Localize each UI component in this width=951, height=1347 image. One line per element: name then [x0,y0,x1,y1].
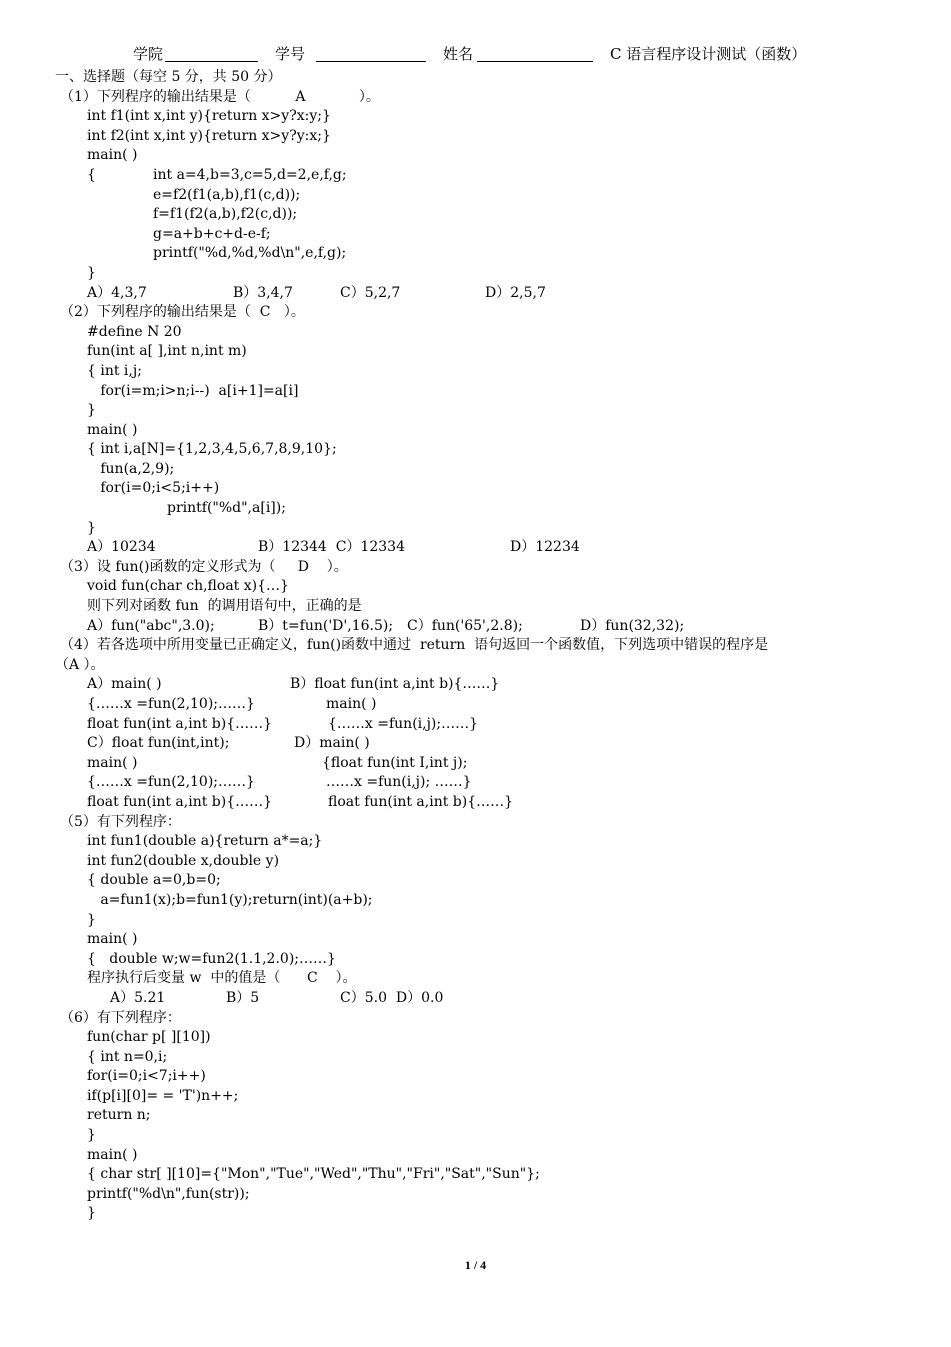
text-segment: a=fun1(x);b=fun1(y);return(int)(a+b); [87,891,373,908]
page-number: 1 / 4 [464,1258,487,1272]
text-segment: {float fun(int I,int j); [322,754,468,771]
text-segment: {……x =fun(2,10);……} [87,696,255,712]
text-segment: A）4,3,7 [87,284,147,301]
text-segment: int f2(int x,int y){return x>y?y:x;} [87,127,331,144]
text-segment: } [87,911,96,928]
text-segment: if(p[i][0]= = 'T')n++; [87,1087,239,1104]
text-segment: printf("%d,%d,%d\n",e,f,g); [153,245,347,262]
text-segment: C）float fun(int,int); [87,735,230,752]
text-line [0,597,951,617]
text-line [0,205,951,225]
text-segment: for(i=0;i<7;i++) [87,1068,206,1085]
text-segment: （6）有下列程序： [60,1009,181,1026]
text-line [0,754,951,774]
text-segment: D）12234 [510,539,580,556]
text-segment: } [87,1205,96,1222]
text-segment: float fun(int a,int b){……} [328,793,514,810]
text-line [0,1067,951,1087]
name-label: 姓名 [443,45,474,63]
text-segment: int f1(int x,int y){return x>y?x:y;} [87,108,331,125]
text-segment: （1）下列程序的输出结果是（ A ）。 [60,88,380,105]
text-segment: int a=4,b=3,c=5,d=2,e,f,g; [153,166,347,183]
text-segment: g=a+b+c+d-e-f; [153,225,271,242]
text-line [0,1087,951,1107]
text-segment: fun(a,2,9); [87,460,175,477]
text-line [0,773,951,793]
text-line [0,911,951,931]
text-line [0,146,951,166]
text-segment: main( ) [87,421,138,438]
student-id-label: 学号 [275,45,306,63]
text-line [0,675,951,695]
text-line [0,950,951,970]
text-segment: C）5.0 D）0.0 [340,989,444,1006]
college-label: 学院 [133,45,164,63]
text-line [0,715,951,735]
text-line [0,930,951,950]
text-segment: #define N 20 [87,323,182,340]
text-line [0,813,951,833]
text-line [0,577,951,597]
text-line [0,734,951,754]
text-line [0,1185,951,1205]
text-line [0,636,951,656]
text-segment: （4）若各选项中所用变量已正确定义，fun()函数中通过 return 语句返回一个函数值，下列选项中错误的程序是 [60,637,769,654]
name-blank [477,61,593,62]
text-segment: 程序执行后变量 w 中的值是（ C ）。 [87,970,357,987]
text-line [0,832,951,852]
text-segment: 一、选择题（每空 5 分，共 50 分） [55,69,282,85]
text-segment: float fun(int a,int b){……} [87,715,273,732]
text-line [0,68,951,88]
text-line [0,244,951,264]
text-line [0,303,951,323]
student-id-blank [316,61,426,62]
text-segment: main( ) [326,696,377,712]
text-segment: for(i=m;i>n;i--) a[i+1]=a[i] [87,382,299,399]
text-line [0,186,951,206]
text-line [0,989,951,1009]
text-segment: } [87,1127,96,1144]
text-line [0,225,951,245]
text-segment: C）5,2,7 [340,284,401,301]
text-segment: return n; [87,1107,151,1124]
text-line [0,1028,951,1048]
text-segment: C）fun('65',2.8); [407,617,523,634]
text-segment: { int n=0,i; [87,1048,168,1065]
text-line [0,852,951,872]
text-segment: } [87,519,96,536]
text-line [0,871,951,891]
text-segment: ……x =fun(i,j); ……} [326,774,472,791]
text-segment: B）12344 C）12334 [258,539,405,556]
text-segment: （3）设 fun()函数的定义形式为（ D ）。 [60,558,348,575]
text-segment: int fun2(double x,double y) [87,852,280,869]
text-line [0,695,951,715]
text-line [0,88,951,108]
text-segment: { int i,j; [87,362,142,379]
text-segment: A）10234 [87,539,156,556]
text-line [0,1048,951,1068]
text-line [0,264,951,284]
text-segment: {……x =fun(i,j);……} [328,715,479,732]
text-line [0,891,951,911]
text-line [0,342,951,362]
text-segment: 则下列对函数 fun 的调用语句中，正确的是 [87,598,362,615]
text-line [0,538,951,558]
text-segment: B）5 [226,989,260,1006]
text-segment: （A ）。 [55,656,105,673]
text-line [0,460,951,480]
exam-header [0,45,951,67]
text-line [0,617,951,637]
text-line [0,479,951,499]
text-line [0,969,951,989]
text-segment: B）float fun(int a,int b){……} [290,676,500,693]
text-segment: { double w;w=fun2(1.1,2.0);……} [87,950,336,967]
question-content [0,68,951,1224]
text-line [0,499,951,519]
text-segment: A）5.21 [110,989,166,1006]
text-segment: main( ) [87,147,138,164]
text-segment: printf("%d\n",fun(str)); [87,1185,250,1202]
text-line [0,440,951,460]
text-line [0,323,951,343]
text-segment: D）fun(32,32); [580,617,685,634]
text-line [0,793,951,813]
text-line [0,558,951,578]
text-line [0,1009,951,1029]
text-line [0,166,951,186]
text-line [0,107,951,127]
text-segment: float fun(int a,int b){……} [87,793,273,810]
text-segment: { int i,a[N]={1,2,3,4,5,6,7,8,9,10}; [87,441,337,458]
text-segment: （2）下列程序的输出结果是（ C ）。 [60,304,305,321]
text-segment: fun(int a[ ],int n,int m) [87,343,247,360]
text-segment: } [87,402,96,419]
text-line [0,1106,951,1126]
text-segment: f=f1(f2(a,b),f2(c,d)); [153,206,298,223]
text-segment: B）3,4,7 [233,284,293,301]
text-line [0,1204,951,1224]
text-segment: } [87,264,96,281]
text-line [0,1126,951,1146]
text-segment: B）t=fun('D',16.5); [258,617,394,634]
text-segment: printf("%d",a[i]); [167,500,286,517]
text-segment: A）fun("abc",3.0); [87,617,215,634]
text-segment: main( ) [87,754,138,771]
text-segment: int fun1(double a){return a*=a;} [87,833,323,850]
text-line [0,401,951,421]
text-segment: void fun(char ch,float x){…} [87,578,289,595]
text-line [0,284,951,304]
text-segment: fun(char p[ ][10]) [87,1029,211,1046]
college-blank [165,61,258,62]
test-title: C 语言程序设计测试（函数） [610,45,807,63]
text-line [0,656,951,676]
text-line [0,382,951,402]
text-line [0,1146,951,1166]
text-segment: e=f2(f1(a,b),f1(c,d)); [153,186,301,203]
text-line [0,519,951,539]
text-line [0,421,951,441]
text-segment: （5）有下列程序： [60,813,181,830]
text-segment: { char str[ ][10]={"Mon","Tue","Wed","Thu","Fri","Sat","Sun"}; [87,1166,540,1183]
text-segment: main( ) [87,931,138,948]
text-segment: main( ) [87,1146,138,1163]
text-segment: { [87,166,96,183]
text-line [0,362,951,382]
text-line [0,127,951,147]
text-segment: { double a=0,b=0; [87,872,221,889]
text-segment: D）main( ) [294,735,370,752]
text-segment: A）main( ) [87,676,162,693]
text-segment: for(i=0;i<5;i++) [87,480,220,497]
text-line [0,1165,951,1185]
text-segment: {……x =fun(2,10);……} [87,774,255,791]
text-segment: D）2,5,7 [485,284,546,301]
